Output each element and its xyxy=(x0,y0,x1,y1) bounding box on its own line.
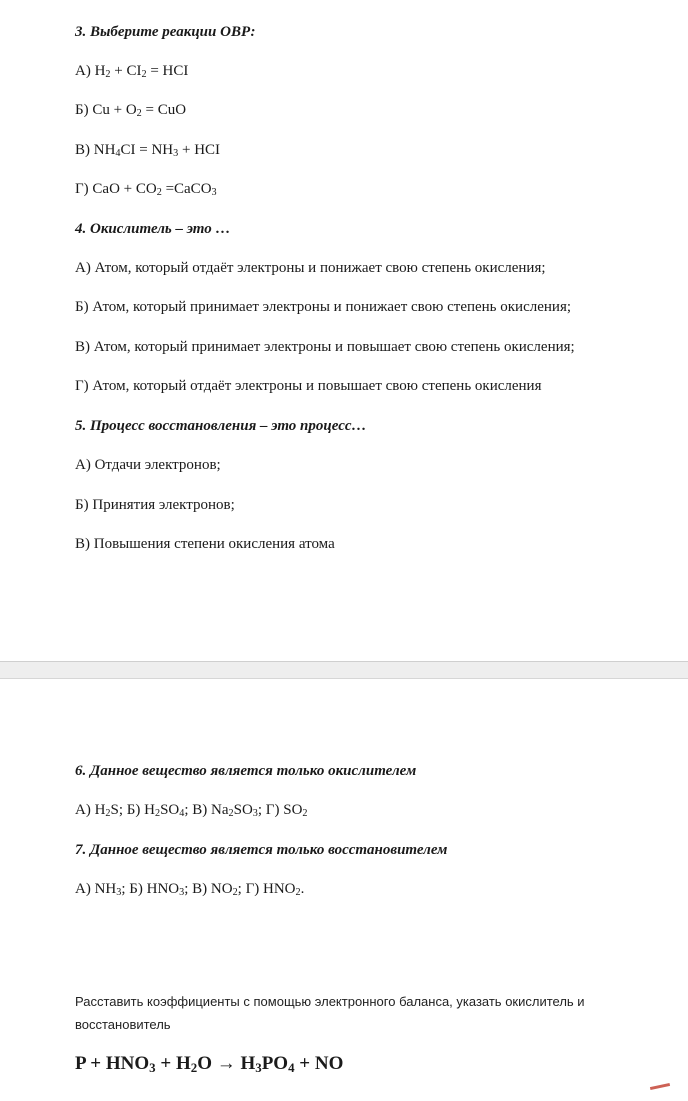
page-break-separator xyxy=(0,661,688,679)
chemical-equation: $P + HNO_3 + H_2O \to H_3PO_4$ + NO xyxy=(75,1053,344,1075)
document-page-2 xyxy=(0,679,688,1101)
question-4-title: 4. Окислитель – это … xyxy=(75,221,231,237)
task-instruction-line-2: восстановитель xyxy=(75,1017,171,1032)
question-7-answers: А) $NH_3$; Б) $HNO_3$; В) $NO_2$; Г) $HNO_2$. xyxy=(75,881,305,899)
question-3-option-c: В) $NH_4CI = NH_3$ + HCI xyxy=(75,142,221,160)
question-6-answers: А) $H_2S$; Б) $H_2SO_4$; В) $Na_2SO_3$; Г) $SO_2$ xyxy=(75,802,308,820)
question-3-title: 3. Выберите реакции ОВР: xyxy=(75,24,256,40)
question-3-option-b: Б) $Cu + O_2$ = CuO xyxy=(75,102,187,120)
question-3-option-a: А) $H_2 + CI_2$ = HCI xyxy=(75,63,189,81)
question-4-option-a: А) Атом, который отдаёт электроны и понижает свою степень окисления; xyxy=(75,260,546,276)
question-4-option-d: Г) Атом, который отдаёт электроны и повышает свою степень окисления xyxy=(75,378,542,394)
question-6-title: 6. Данное вещество является только окислителем xyxy=(75,763,417,779)
question-5-title: 5. Процесс восстановления – это процесс… xyxy=(75,418,367,434)
question-7-title: 7. Данное вещество является только восстановителем xyxy=(75,842,448,858)
question-5-option-b: Б) Принятия электронов; xyxy=(75,497,235,513)
task-instruction-line-1: Расставить коэффициенты с помощью электронного баланса, указать окислитель и xyxy=(75,994,585,1009)
question-4-option-c: В) Атом, который принимает электроны и повышает свою степень окисления; xyxy=(75,339,575,355)
question-5-option-c: В) Повышения степени окисления атома xyxy=(75,536,335,552)
question-4-option-b: Б) Атом, который принимает электроны и понижает свою степень окисления; xyxy=(75,299,572,315)
question-3-option-d: Г) CaO + $CO_2$ =CaCO$_3$ xyxy=(75,181,217,199)
question-5-option-a: А) Отдачи электронов; xyxy=(75,457,221,473)
